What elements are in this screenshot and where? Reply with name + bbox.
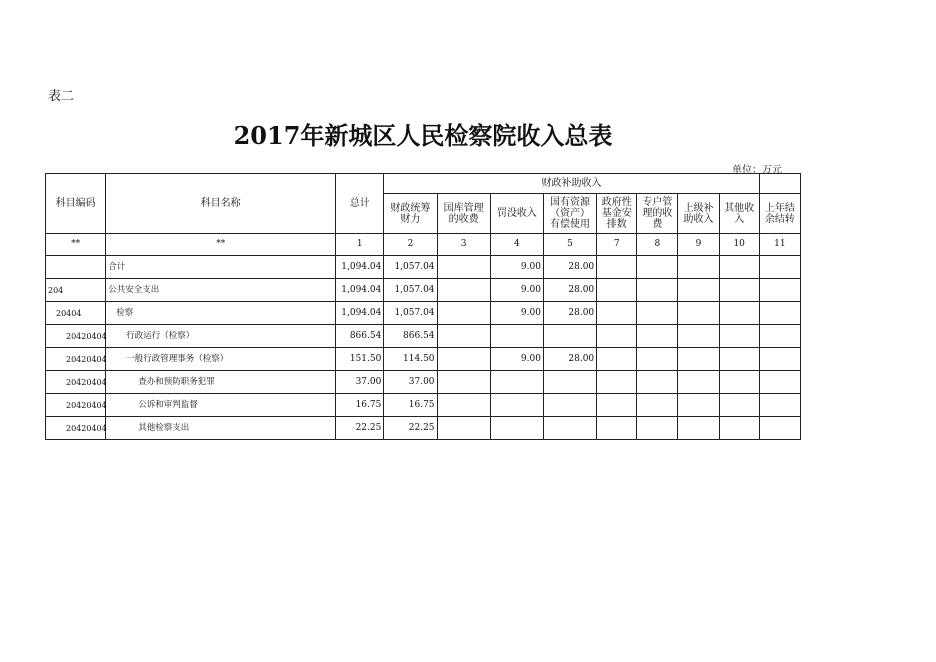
cell-c11 — [759, 371, 800, 394]
cell-total: 37.00 — [336, 371, 384, 394]
cell-c7 — [597, 279, 637, 302]
cell-c9 — [678, 348, 719, 371]
cell-c7 — [597, 394, 637, 417]
cell-name: 公诉和审判监督 — [106, 394, 336, 417]
income-table — [45, 173, 801, 440]
cell-c11 — [759, 302, 800, 325]
header-c5: 国有资源（资产）有偿使用 — [543, 194, 596, 234]
cell-c3 — [437, 394, 490, 417]
cell-c3 — [437, 256, 490, 279]
cell-c4 — [490, 417, 543, 440]
header-c11: 上年结余结转 — [759, 194, 800, 234]
cell-c7 — [597, 302, 637, 325]
cell-code: 20420404 — [46, 371, 106, 394]
index-cell: 7 — [597, 234, 637, 256]
cell-c8 — [637, 394, 678, 417]
header-group: 财政补助收入 — [384, 174, 759, 194]
header-total: 总计 — [336, 174, 384, 234]
cell-code: 20420404 — [46, 394, 106, 417]
cell-code: 20420404 — [46, 325, 106, 348]
table-row — [46, 302, 801, 325]
cell-c8 — [637, 325, 678, 348]
header-c4: 罚没收入 — [490, 194, 543, 234]
cell-c2: 1,057.04 — [384, 302, 437, 325]
cell-c5 — [543, 371, 596, 394]
table-row — [46, 256, 801, 279]
cell-c9 — [678, 279, 719, 302]
cell-c10 — [719, 371, 759, 394]
index-cell: 1 — [336, 234, 384, 256]
unit-label: 单位：万元 — [732, 165, 782, 176]
cell-c11 — [759, 279, 800, 302]
cell-c7 — [597, 348, 637, 371]
cell-c10 — [719, 279, 759, 302]
header-c10: 其他收入 — [719, 194, 759, 234]
cell-c2: 1,057.04 — [384, 256, 437, 279]
cell-code — [46, 256, 106, 279]
table-row — [46, 394, 801, 417]
cell-c7 — [597, 417, 637, 440]
cell-c11 — [759, 256, 800, 279]
cell-name: 查办和预防职务犯罪 — [106, 371, 336, 394]
cell-c5 — [543, 325, 596, 348]
cell-code: 20404 — [46, 302, 106, 325]
cell-c8 — [637, 348, 678, 371]
cell-total: 16.75 — [336, 394, 384, 417]
table-row — [46, 348, 801, 371]
cell-c9 — [678, 256, 719, 279]
cell-c4: 9.00 — [490, 302, 543, 325]
table-row — [46, 417, 801, 440]
cell-c7 — [597, 256, 637, 279]
header-c7: 政府性基金安排数 — [597, 194, 637, 234]
cell-name: 其他检察支出 — [106, 417, 336, 440]
cell-c4 — [490, 325, 543, 348]
index-cell: 11 — [759, 234, 800, 256]
cell-name: 检察 — [106, 302, 336, 325]
cell-total: 22.25 — [336, 417, 384, 440]
cell-c4: 9.00 — [490, 348, 543, 371]
cell-c4 — [490, 371, 543, 394]
cell-c9 — [678, 394, 719, 417]
index-row — [46, 234, 801, 256]
cell-c9 — [678, 371, 719, 394]
cell-c10 — [719, 256, 759, 279]
index-cell: 10 — [719, 234, 759, 256]
index-cell: ** — [46, 234, 106, 256]
cell-c9 — [678, 325, 719, 348]
cell-c8 — [637, 302, 678, 325]
cell-c10 — [719, 417, 759, 440]
cell-c3 — [437, 325, 490, 348]
cell-c7 — [597, 371, 637, 394]
cell-c5 — [543, 417, 596, 440]
cell-c3 — [437, 371, 490, 394]
index-cell: 2 — [384, 234, 437, 256]
index-cell: 3 — [437, 234, 490, 256]
cell-c8 — [637, 417, 678, 440]
cell-total: 866.54 — [336, 325, 384, 348]
cell-code: 20420404 — [46, 348, 106, 371]
index-cell: 9 — [678, 234, 719, 256]
cell-c4 — [490, 394, 543, 417]
cell-name: 行政运行（检察） — [106, 325, 336, 348]
header-name: 科目名称 — [106, 174, 336, 234]
index-cell: 4 — [490, 234, 543, 256]
cell-total: 1,094.04 — [336, 279, 384, 302]
cell-c11 — [759, 417, 800, 440]
table-row — [46, 279, 801, 302]
table-row — [46, 325, 801, 348]
header-c2: 财政统筹财力 — [384, 194, 437, 234]
cell-c10 — [719, 302, 759, 325]
index-cell: ** — [106, 234, 336, 256]
header-c9: 上级补助收入 — [678, 194, 719, 234]
cell-c8 — [637, 256, 678, 279]
header-blank — [759, 174, 800, 194]
cell-c3 — [437, 348, 490, 371]
cell-name: 公共安全支出 — [106, 279, 336, 302]
cell-c7 — [597, 325, 637, 348]
cell-c3 — [437, 279, 490, 302]
cell-c5: 28.00 — [543, 348, 596, 371]
header-c8: 专户管理的收费 — [637, 194, 678, 234]
cell-c2: 1,057.04 — [384, 279, 437, 302]
cell-c11 — [759, 348, 800, 371]
cell-c2: 37.00 — [384, 371, 437, 394]
cell-total: 1,094.04 — [336, 256, 384, 279]
page-title: 2017年新城区人民检察院收入总表 — [233, 121, 613, 150]
cell-c10 — [719, 325, 759, 348]
cell-total: 151.50 — [336, 348, 384, 371]
cell-c3 — [437, 302, 490, 325]
cell-c5: 28.00 — [543, 256, 596, 279]
cell-code: 20420404 — [46, 417, 106, 440]
index-cell: 8 — [637, 234, 678, 256]
cell-name: 合计 — [106, 256, 336, 279]
cell-c8 — [637, 279, 678, 302]
cell-c2: 114.50 — [384, 348, 437, 371]
table-label: 表二 — [48, 89, 75, 104]
header-code: 科目编码 — [46, 174, 106, 234]
cell-c2: 22.25 — [384, 417, 437, 440]
index-cell: 5 — [543, 234, 596, 256]
cell-c3 — [437, 417, 490, 440]
cell-c4: 9.00 — [490, 256, 543, 279]
cell-c4: 9.00 — [490, 279, 543, 302]
cell-c11 — [759, 394, 800, 417]
cell-c2: 16.75 — [384, 394, 437, 417]
cell-c10 — [719, 394, 759, 417]
cell-c5 — [543, 394, 596, 417]
cell-c11 — [759, 325, 800, 348]
cell-code: 204 — [46, 279, 106, 302]
cell-c8 — [637, 371, 678, 394]
cell-c9 — [678, 302, 719, 325]
cell-c2: 866.54 — [384, 325, 437, 348]
table-row — [46, 371, 801, 394]
cell-c10 — [719, 348, 759, 371]
header-c3: 国库管理的收费 — [437, 194, 490, 234]
cell-total: 1,094.04 — [336, 302, 384, 325]
cell-c5: 28.00 — [543, 302, 596, 325]
cell-c9 — [678, 417, 719, 440]
cell-c5: 28.00 — [543, 279, 596, 302]
cell-name: 一般行政管理事务（检察） — [106, 348, 336, 371]
